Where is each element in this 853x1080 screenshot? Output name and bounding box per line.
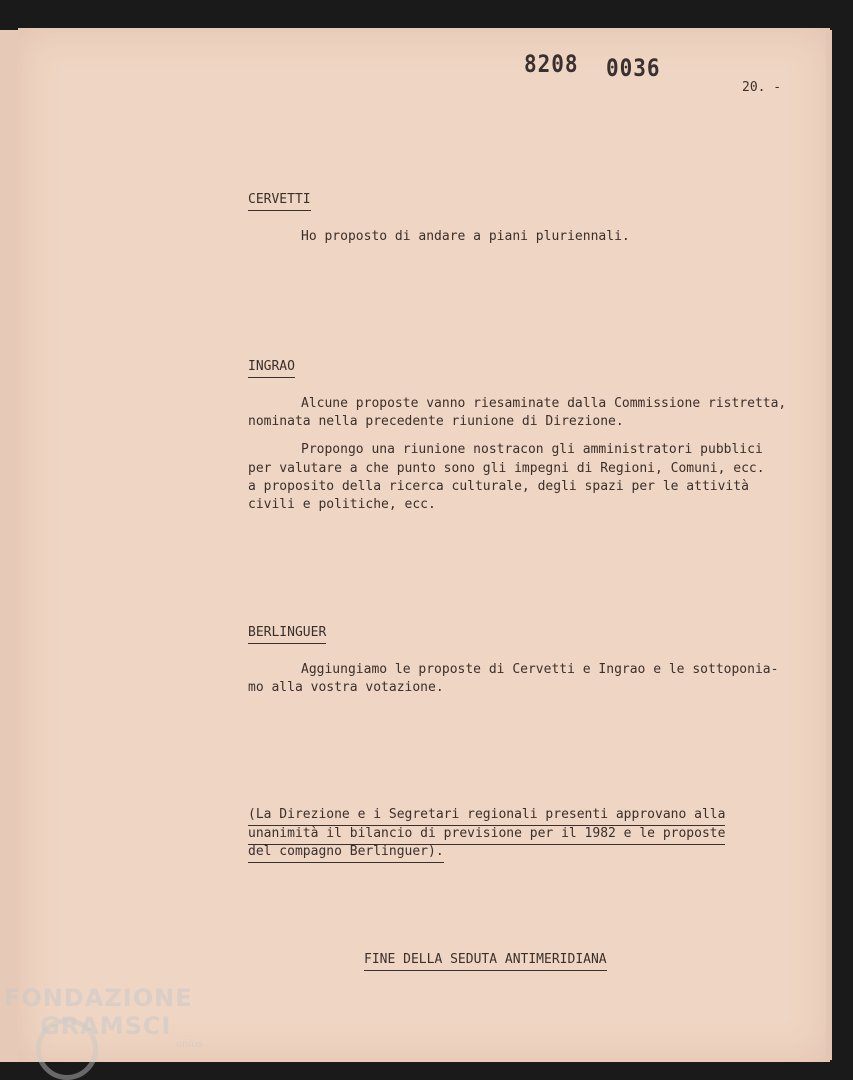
binder-strip	[0, 30, 19, 1062]
ingrao-line-3: Propongo una riunione nostracon gli amministratori pubblici	[301, 442, 763, 457]
berlinguer-line-2: mo alla vostra votazione.	[248, 680, 444, 695]
resolution-line-3: del compagno Berlinguer).	[248, 843, 444, 863]
bleed-through-block	[340, 120, 640, 200]
resolution-line-1: (La Direzione e i Segretari regionali presenti approvano alla	[248, 806, 725, 826]
ingrao-line-6: civili e politiche, ecc.	[248, 497, 436, 512]
watermark-line-2: GRAMSCI	[40, 1012, 172, 1040]
page-number: 20. -	[742, 80, 782, 95]
ingrao-line-5: a proposito della ricerca culturale, degli spazi per le attività	[248, 479, 749, 494]
speaker-berlinguer: BERLINGUER	[248, 624, 326, 644]
ingrao-line-2: nominata nella precedente riunione di Direzione.	[248, 414, 624, 429]
ingrao-line-1: Alcune proposte vanno riesaminate dalla Commissione ristretta,	[301, 396, 787, 411]
watermark	[4, 986, 203, 1050]
ingrao-line-4: per valutare a che punto sono gli impegni di Regioni, Comuni, ecc.	[248, 461, 765, 476]
watermark-suffix: onlus	[176, 1039, 203, 1050]
speaker-ingrao: INGRAO	[248, 358, 295, 378]
resolution-line-2: unanimità il bilancio di previsione per il 1982 e le proposte	[248, 825, 725, 845]
archive-stamp-right: 0036	[606, 54, 661, 82]
cervetti-line-1: Ho proposto di andare a piani pluriennali.	[301, 229, 630, 244]
speaker-cervetti: CERVETTI	[248, 191, 311, 211]
watermark-line-1: FONDAZIONE	[4, 984, 193, 1012]
berlinguer-line-1: Aggiungiamo le proposte di Cervetti e Ingrao e le sottoponia-	[301, 662, 779, 677]
page-edge	[826, 30, 832, 1060]
session-closing: FINE DELLA SEDUTA ANTIMERIDIANA	[364, 951, 607, 971]
archive-stamp-left: 8208	[524, 50, 579, 78]
